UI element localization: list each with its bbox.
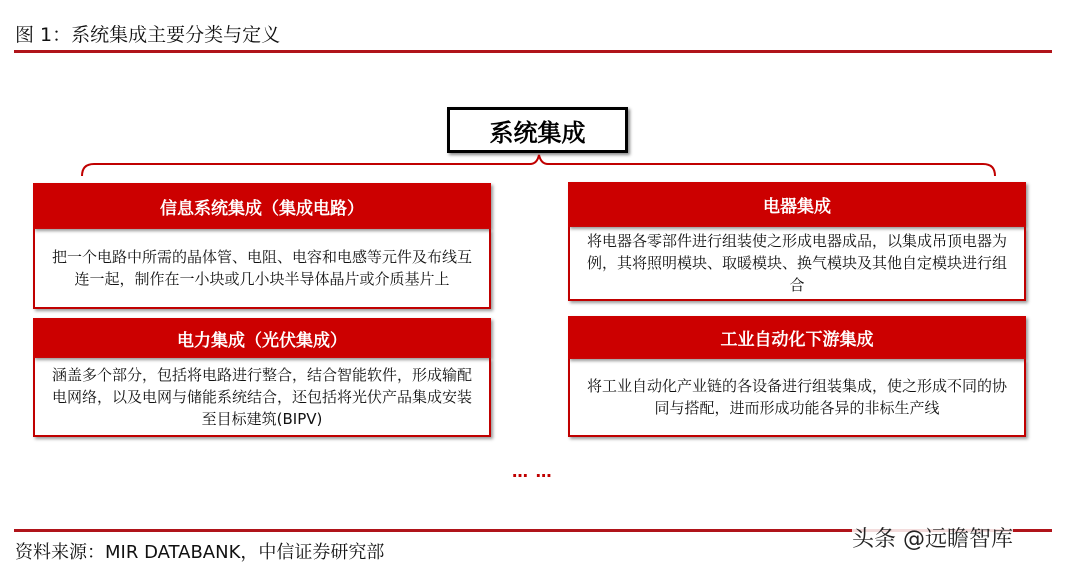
- card-body: 将工业自动化产业链的各设备进行组装集成，使之形成不同的协同与搭配，进而形成功能各异的非标生产线: [568, 359, 1026, 437]
- watermark: 头条 @远瞻智库: [852, 522, 1013, 553]
- root-node: 系统集成: [447, 107, 628, 153]
- ellipsis: … …: [512, 462, 553, 481]
- card-power: [33, 318, 491, 437]
- figure-title: 图 1：系统集成主要分类与定义: [15, 24, 281, 46]
- card-industrial-automation: [568, 316, 1026, 437]
- card-body: 把一个电路中所需的晶体管、电阻、电容和电感等元件及布线互连一起，制作在一小块或几小块半导体晶片或介质基片上: [33, 229, 491, 309]
- card-title: 信息系统集成（集成电路）: [33, 183, 491, 229]
- source-note: 资料来源：MIR DATABANK，中信证券研究部: [15, 542, 385, 563]
- card-body: 涵盖多个部分，包括将电路进行整合，结合智能软件，形成输配电网络，以及电网与储能系统结合，还包括将光伏产品集成安装至目标建筑(BIPV): [33, 358, 491, 437]
- card-title: 工业自动化下游集成: [568, 316, 1026, 359]
- card-body: 将电器各零部件进行组装使之形成电器成品，以集成吊顶电器为例，其将照明模块、取暖模块、换气模块及其他自定模块进行组合: [568, 227, 1026, 301]
- card-title: 电力集成（光伏集成）: [33, 318, 491, 358]
- card-appliance: [568, 182, 1026, 301]
- card-title: 电器集成: [568, 182, 1026, 227]
- card-info-system: [33, 183, 491, 309]
